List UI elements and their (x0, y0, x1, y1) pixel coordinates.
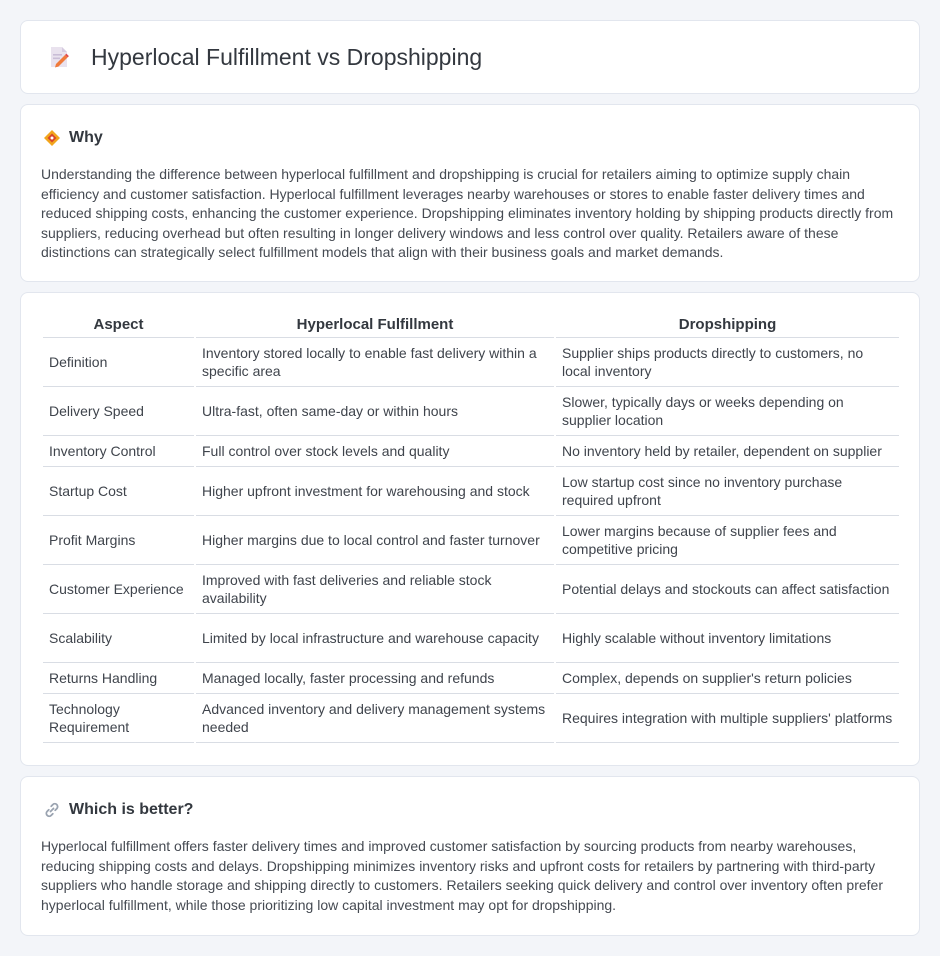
table-row (43, 386, 899, 435)
aspect-cell: Scalability (43, 613, 195, 662)
why-title: Why (69, 129, 103, 146)
hyperlocal-cell: Higher margins due to local control and faster turnover (195, 515, 555, 564)
aspect-cell: Customer Experience (43, 564, 195, 613)
table-row (43, 613, 899, 662)
header-dropshipping: Dropshipping (555, 315, 899, 337)
document-edit-icon (47, 45, 71, 69)
diamond-icon (43, 129, 61, 147)
table-row (43, 337, 899, 386)
table-row (43, 662, 899, 693)
why-text: Understanding the difference between hyperlocal fulfillment and dropshipping is crucial for retailers aiming to optimize supply chain efficiency and customer satisfaction. Hyperlocal fulfillment leverages nearby warehouses or stores to enable faster delivery times and reduced shipping costs, enhancing the customer experience. Dropshipping eliminates inventory holding by shipping products directly from suppliers, reducing overhead but often resulting in longer delivery windows and less control over quality. Retailers aware of these distinctions can strategically select fulfillment models that align with their business goals and market demands. (41, 166, 894, 261)
table-header-row (43, 315, 899, 337)
hyperlocal-cell: Limited by local infrastructure and warehouse capacity (195, 613, 555, 662)
better-text: Hyperlocal fulfillment offers faster delivery times and improved customer satisfaction by sourcing products from nearby warehouses, reducing shipping costs and delays. Dropshipping minimizes inventory risks and upfront costs for retailers by partnering with third-party suppliers who handle storage and shipping directly to customers. Retailers seeking quick delivery and control over inventory often prefer hyperlocal fulfillment, while those prioritizing low capital investment may opt for dropshipping. (41, 838, 884, 913)
comparison-section (20, 292, 920, 766)
aspect-cell: Startup Cost (43, 466, 195, 515)
page-title: Hyperlocal Fulfillment vs Dropshipping (91, 43, 483, 70)
table-row (43, 564, 899, 613)
which-is-better-section (20, 776, 920, 936)
aspect-cell: Returns Handling (43, 662, 195, 693)
hyperlocal-cell: Managed locally, faster processing and refunds (195, 662, 555, 693)
aspect-cell: Technology Requirement (43, 693, 195, 742)
dropshipping-cell: Requires integration with multiple suppliers' platforms (555, 693, 899, 742)
why-heading (21, 105, 919, 149)
hyperlocal-cell: Improved with fast deliveries and reliable stock availability (195, 564, 555, 613)
header-aspect: Aspect (43, 315, 195, 337)
aspect-cell: Delivery Speed (43, 386, 195, 435)
hyperlocal-cell: Inventory stored locally to enable fast delivery within a specific area (195, 337, 555, 386)
aspect-cell: Definition (43, 337, 195, 386)
hyperlocal-cell: Higher upfront investment for warehousing and stock (195, 466, 555, 515)
hyperlocal-cell: Full control over stock levels and quality (195, 435, 555, 466)
title-row (21, 21, 919, 93)
comparison-table (43, 315, 899, 743)
table-row (43, 515, 899, 564)
dropshipping-cell: Low startup cost since no inventory purchase required upfront (555, 466, 899, 515)
why-section (20, 104, 920, 282)
dropshipping-cell: Highly scalable without inventory limitations (555, 613, 899, 662)
better-title: Which is better? (69, 801, 194, 818)
dropshipping-cell: Complex, depends on supplier's return policies (555, 662, 899, 693)
dropshipping-cell: No inventory held by retailer, dependent on supplier (555, 435, 899, 466)
link-icon (43, 801, 61, 819)
dropshipping-cell: Potential delays and stockouts can affect satisfaction (555, 564, 899, 613)
hyperlocal-cell: Ultra-fast, often same-day or within hours (195, 386, 555, 435)
better-heading (21, 777, 919, 821)
dropshipping-cell: Slower, typically days or weeks depending on supplier location (555, 386, 899, 435)
aspect-cell: Inventory Control (43, 435, 195, 466)
dropshipping-cell: Supplier ships products directly to customers, no local inventory (555, 337, 899, 386)
header-hyperlocal: Hyperlocal Fulfillment (195, 315, 555, 337)
aspect-cell: Profit Margins (43, 515, 195, 564)
hyperlocal-cell: Advanced inventory and delivery management systems needed (195, 693, 555, 742)
table-row (43, 466, 899, 515)
table-row (43, 693, 899, 742)
table-row (43, 435, 899, 466)
title-card (20, 20, 920, 94)
dropshipping-cell: Lower margins because of supplier fees and competitive pricing (555, 515, 899, 564)
